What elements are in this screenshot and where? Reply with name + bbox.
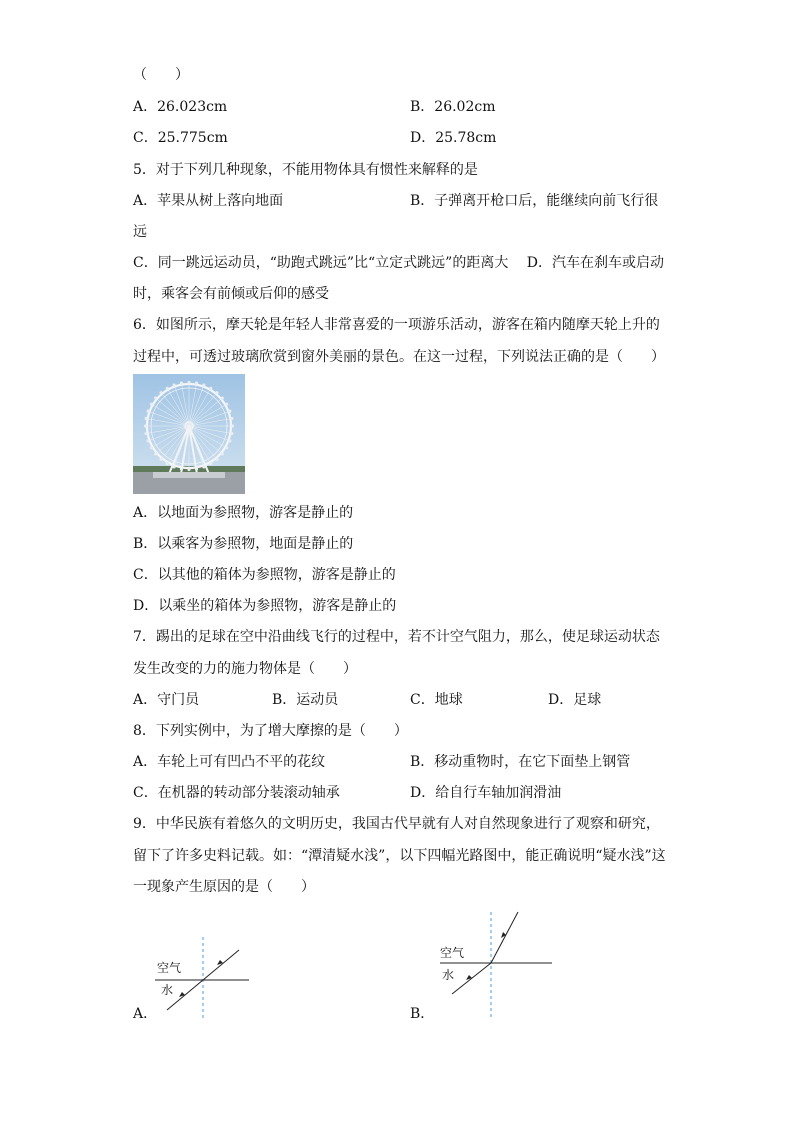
q6-stem-line2: 过程中，可透过玻璃欣赏到窗外美丽的景色。在这一过程，下列说法正确的是（ ）: [133, 349, 665, 365]
wheel-cabin: [221, 396, 224, 399]
figure-label: B．: [410, 1006, 435, 1022]
q7-option-a: A．守门员: [133, 692, 200, 708]
q8-option-a: A．车轮上可有凹凸不平的花纹: [133, 754, 326, 770]
wheel-cabin: [147, 439, 150, 442]
q6-stem-line1: 6．如图所示，摩天轮是年轻人非常喜爱的一项游乐活动，游客在箱内随摩天轮上升的: [133, 317, 660, 333]
q7-stem-line1: 7．踢出的足球在空中沿曲线飞行的过程中，若不计空气阻力，那么，使足球运动状态: [133, 629, 660, 645]
q8-option-d: D．给自行车轴加润滑油: [410, 785, 562, 801]
wheel-cabin: [209, 387, 212, 390]
q7-option-c: C．地球: [410, 692, 463, 708]
wheel-cabin: [166, 387, 169, 390]
wheel-cabin: [225, 446, 228, 449]
air-label: 空气: [440, 946, 465, 960]
q9-stem-line2: 留下了许多史料记载。如：“潭清疑水浅”，以下四幅光路图中，能正确说明“疑水浅”这: [133, 848, 666, 864]
q5-option-b-wrap: 远: [133, 224, 147, 240]
wheel-cabin: [221, 452, 224, 455]
q4-option-b: B．26.02cm: [410, 99, 496, 115]
light-ray-air: [491, 912, 518, 963]
wheel-cabin: [154, 452, 157, 455]
q6-option-d: D．以乘坐的箱体为参照物，游客是静止的: [133, 598, 397, 614]
wheel-cabin: [166, 462, 169, 465]
wheel-cabin: [154, 396, 157, 399]
q4-option-c: C．25.775cm: [133, 130, 228, 146]
wheel-cabin: [145, 432, 148, 435]
wheel-cabin: [144, 424, 147, 427]
ferris-wheel-photo: [133, 374, 245, 494]
wheel-cabin: [230, 417, 233, 420]
wheel-cabin: [187, 468, 190, 471]
wheel-cabin: [228, 439, 231, 442]
wheel-cabin: [159, 391, 162, 394]
wheel-cabin: [173, 384, 176, 387]
q6-option-c: C．以其他的箱体为参照物，游客是静止的: [133, 567, 396, 583]
wheel-cabin: [215, 391, 218, 394]
figure-label: A．: [133, 1006, 158, 1022]
wheel-cabin: [159, 458, 162, 461]
q7-option-b: B．运动员: [272, 692, 339, 708]
q5-option-a: A．苹果从树上落向地面: [133, 193, 284, 209]
q8-option-b: B．移动重物时，在它下面垫上钢管: [410, 754, 631, 770]
q5-option-cd-wrap: 时，乘客会有前倾或后仰的感受: [133, 286, 329, 302]
q4-option-a: A．26.023cm: [133, 99, 228, 115]
air-label: 空气: [157, 961, 182, 975]
light-path-diagram-b: [410, 908, 560, 1025]
wheel-cabin: [147, 410, 150, 413]
wheel-cabin: [228, 410, 231, 413]
wheel-cabin: [209, 462, 212, 465]
water-label: 水: [442, 968, 455, 982]
q4-option-d: D．25.78cm: [410, 130, 497, 146]
q9-stem-line1: 9．中华民族有着悠久的文明历史，我国古代早就有人对自然现象进行了观察和研究，: [133, 816, 660, 832]
q5-option-b: B．子弹离开枪口后，能继续向前飞行很: [410, 193, 659, 209]
q5-stem: 5．对于下列几种现象，不能用物体具有惯性来解释的是: [133, 162, 478, 178]
wheel-cabin: [215, 458, 218, 461]
wheel-cabin: [180, 382, 183, 385]
q6-option-b: B．以乘客为参照物，地面是静止的: [133, 536, 354, 552]
q9-stem-line3: 一现象产生原因的是（ ）: [133, 879, 315, 895]
q4-stem-tail: （ ）: [133, 67, 189, 83]
wheel-cabin: [187, 381, 190, 384]
wheel-cabin: [145, 417, 148, 420]
q5-option-cd: C．同一跳远运动员，“助跑式跳远”比“立定式跳远”的距离大 D．汽车在刹车或启动: [133, 255, 665, 271]
wheel-cabin: [225, 403, 228, 406]
wheel-cabin: [231, 424, 234, 427]
water-label: 水: [161, 983, 174, 997]
q8-stem: 8．下列实例中，为了增大摩擦的是（ ）: [133, 723, 408, 739]
wheel-cabin: [230, 432, 233, 435]
wheel-cabin: [150, 446, 153, 449]
q7-option-d: D．足球: [548, 692, 602, 708]
q6-option-a: A．以地面为参照物，游客是静止的: [133, 505, 354, 521]
wheel-cabin: [150, 403, 153, 406]
light-ray-water: [452, 963, 491, 994]
q8-option-c: C．在机器的转动部分装滚动轴承: [133, 785, 340, 801]
light-path-diagram-a: [133, 935, 258, 1025]
wheel-cabin: [195, 382, 198, 385]
q7-stem-line2: 发生改变的力的施力物体是（ ）: [133, 661, 357, 677]
wheel-cabin: [202, 384, 205, 387]
